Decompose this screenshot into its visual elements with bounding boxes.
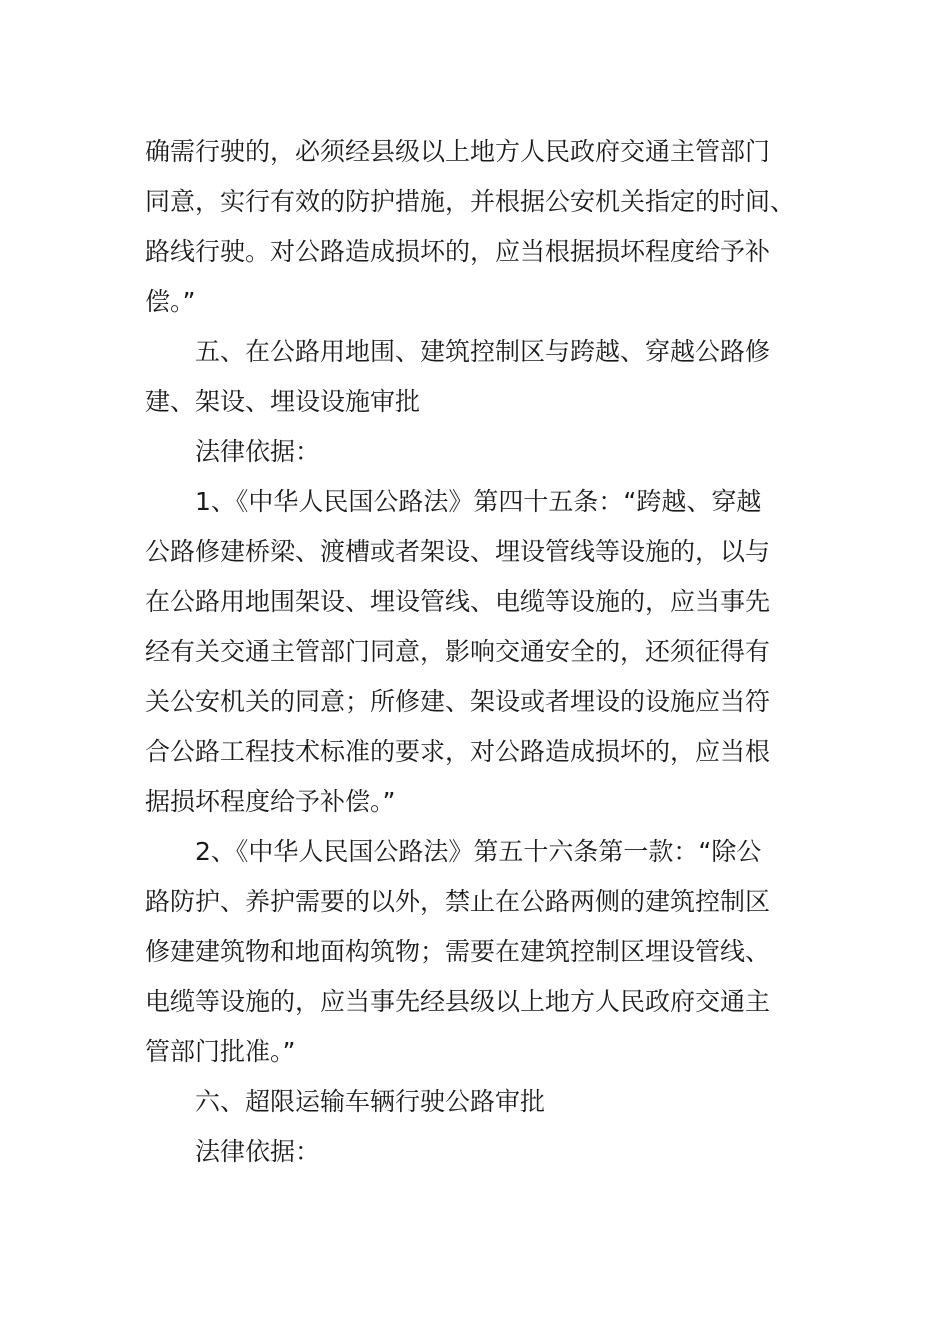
text-line: 1、《中华人民国公路法》第四十五条：“跨越、穿越 [195, 487, 762, 516]
section-heading: 五、在公路用地围、建筑控制区与跨越、穿越公路修 [195, 337, 771, 366]
document-body [145, 127, 805, 1177]
section-heading: 六、超限运输车辆行驶公路审批 [195, 1087, 546, 1116]
section-heading-continued: 建、架设、埋设设施审批 [145, 387, 421, 416]
legal-basis-label: 法律依据： [195, 1137, 321, 1166]
text-line: 关公安机关的同意；所修建、架设或者埋设的设施应当符 [145, 687, 771, 716]
text-line: 路防护、养护需要的以外，禁止在公路两侧的建筑控制区 [145, 887, 771, 916]
text-line: 电缆等设施的，应当事先经县级以上地方人民政府交通主 [145, 987, 771, 1016]
text-line: 据损坏程度给予补偿。” [145, 787, 396, 816]
text-line: 管部门批准。” [145, 1037, 296, 1066]
text-line: 路线行驶。对公路造成损坏的，应当根据损坏程度给予补 [145, 237, 771, 266]
text-line: 公路修建桥梁、渡槽或者架设、埋设管线等设施的，以与 [145, 537, 771, 566]
text-line: 同意，实行有效的防护措施，并根据公安机关指定的时间、 [145, 187, 796, 216]
text-line: 合公路工程技术标准的要求，对公路造成损坏的，应当根 [145, 737, 771, 766]
legal-basis-label: 法律依据： [195, 437, 321, 466]
text-line: 经有关交通主管部门同意，影响交通安全的，还须征得有 [145, 637, 771, 666]
text-line: 偿。” [145, 287, 196, 316]
text-line: 修建建筑物和地面构筑物；需要在建筑控制区埋设管线、 [145, 937, 771, 966]
text-line: 在公路用地围架设、埋设管线、电缆等设施的，应当事先 [145, 587, 771, 616]
text-line: 确需行驶的，必须经县级以上地方人民政府交通主管部门 [145, 137, 771, 166]
text-line: 2、《中华人民国公路法》第五十六条第一款：“除公 [195, 837, 762, 866]
